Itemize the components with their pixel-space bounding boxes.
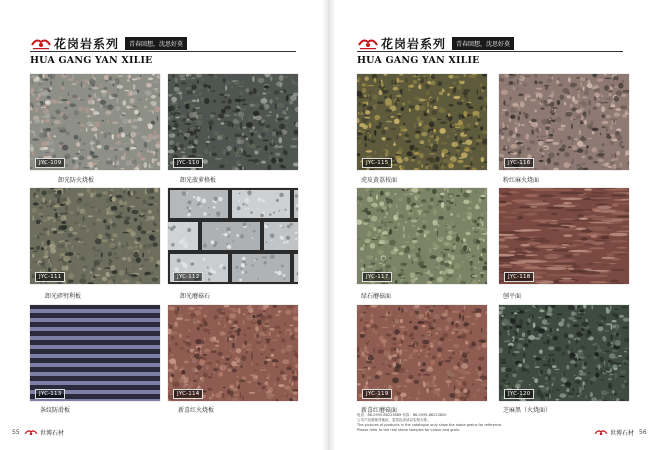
product-caption: 条纹防滑板 [40,407,71,414]
product-caption: 粉红麻火烧面 [503,177,540,184]
brand-logo-icon [24,428,38,437]
product-code: JYC-112 [173,272,203,282]
left-page [0,0,318,450]
product-code: JYC-110 [173,158,203,168]
product-code: JYC-109 [35,158,65,168]
contact-line: 电话：86-0595-86223889 传真：86-0595-86223820 [357,413,447,417]
stone-tile [357,305,487,401]
contact-line: The pictures of products in the catalogue only show the stone grains for reference. [357,423,503,427]
right-page [339,0,657,450]
stone-tile [357,74,487,170]
product-caption: 刨平面 [503,293,522,300]
stone-tile [168,188,298,284]
series-subtitle: HUA GANG YAN XILIE [30,55,153,66]
stone-tile [499,188,629,284]
stone-texture [357,74,487,170]
stone-texture [499,305,629,401]
series-subtitle: HUA GANG YAN XILIE [357,55,480,66]
product-caption: 卸光碎劈利板 [45,293,82,300]
header-rule [357,51,623,52]
contact-line: 公司产品图案具雅致，鉴赏色泽请以实物为准。 [357,418,431,422]
stone-texture [357,305,487,401]
footer-brand [594,428,634,437]
book-gutter [322,0,336,450]
left-header [30,36,187,50]
stone-texture [30,74,160,170]
stone-tile [357,188,487,284]
footer-brand-name: 世博石材 [610,430,635,437]
brand-logo-icon [30,36,52,50]
stone-tile [30,305,160,401]
series-title: 花岗岩系列 [381,36,447,51]
brand-logo-icon [594,428,608,437]
product-caption: 卸光防火烧板 [58,177,95,184]
right-header [357,36,514,50]
stone-texture [499,188,629,284]
page-number: 56 [639,429,647,436]
stone-tile [499,305,629,401]
product-code: JYC-119 [362,389,392,399]
series-title: 花岗岩系列 [54,36,120,51]
product-caption: 芝麻黑（火烧面） [503,407,552,414]
stone-texture [30,188,160,284]
product-caption: 新喜红蘑菇面 [361,407,398,414]
product-caption: 卸光菠萝格板 [180,177,217,184]
stone-texture [168,305,298,401]
stone-tile [168,305,298,401]
product-code: JYC-115 [362,158,392,168]
product-code: JYC-114 [173,389,203,399]
stone-texture [357,188,487,284]
stone-texture [499,74,629,170]
series-tagline: 青春回想，沈思好莫 [452,37,514,50]
contact-line: Please refer to the real stone samples for colour and grain. [357,428,461,432]
footer-brand [24,428,64,437]
page-number: 55 [12,429,20,436]
product-code: JYC-116 [504,158,534,168]
product-code: JYC-117 [362,272,392,282]
header-rule [30,51,296,52]
product-caption: 新喜红火烧板 [178,407,215,414]
product-caption: 卸光蘑菇石 [180,293,211,300]
stone-tile [30,74,160,170]
stone-tile [499,74,629,170]
stone-texture [168,188,298,284]
footer-brand-name: 世博石材 [40,430,65,437]
stone-tile [30,188,160,284]
stone-texture [30,305,160,401]
stone-tile [168,74,298,170]
series-tagline: 青春回想，沈思好莫 [125,37,187,50]
product-code: JYC-111 [35,272,65,282]
product-code: JYC-120 [504,389,534,399]
product-code: JYC-113 [35,389,65,399]
product-caption: 绿石蘑菇面 [361,293,392,300]
product-code: JYC-118 [504,272,534,282]
stone-texture [168,74,298,170]
brand-logo-icon [357,36,379,50]
product-caption: 虎皮黄荔枝面 [361,177,398,184]
